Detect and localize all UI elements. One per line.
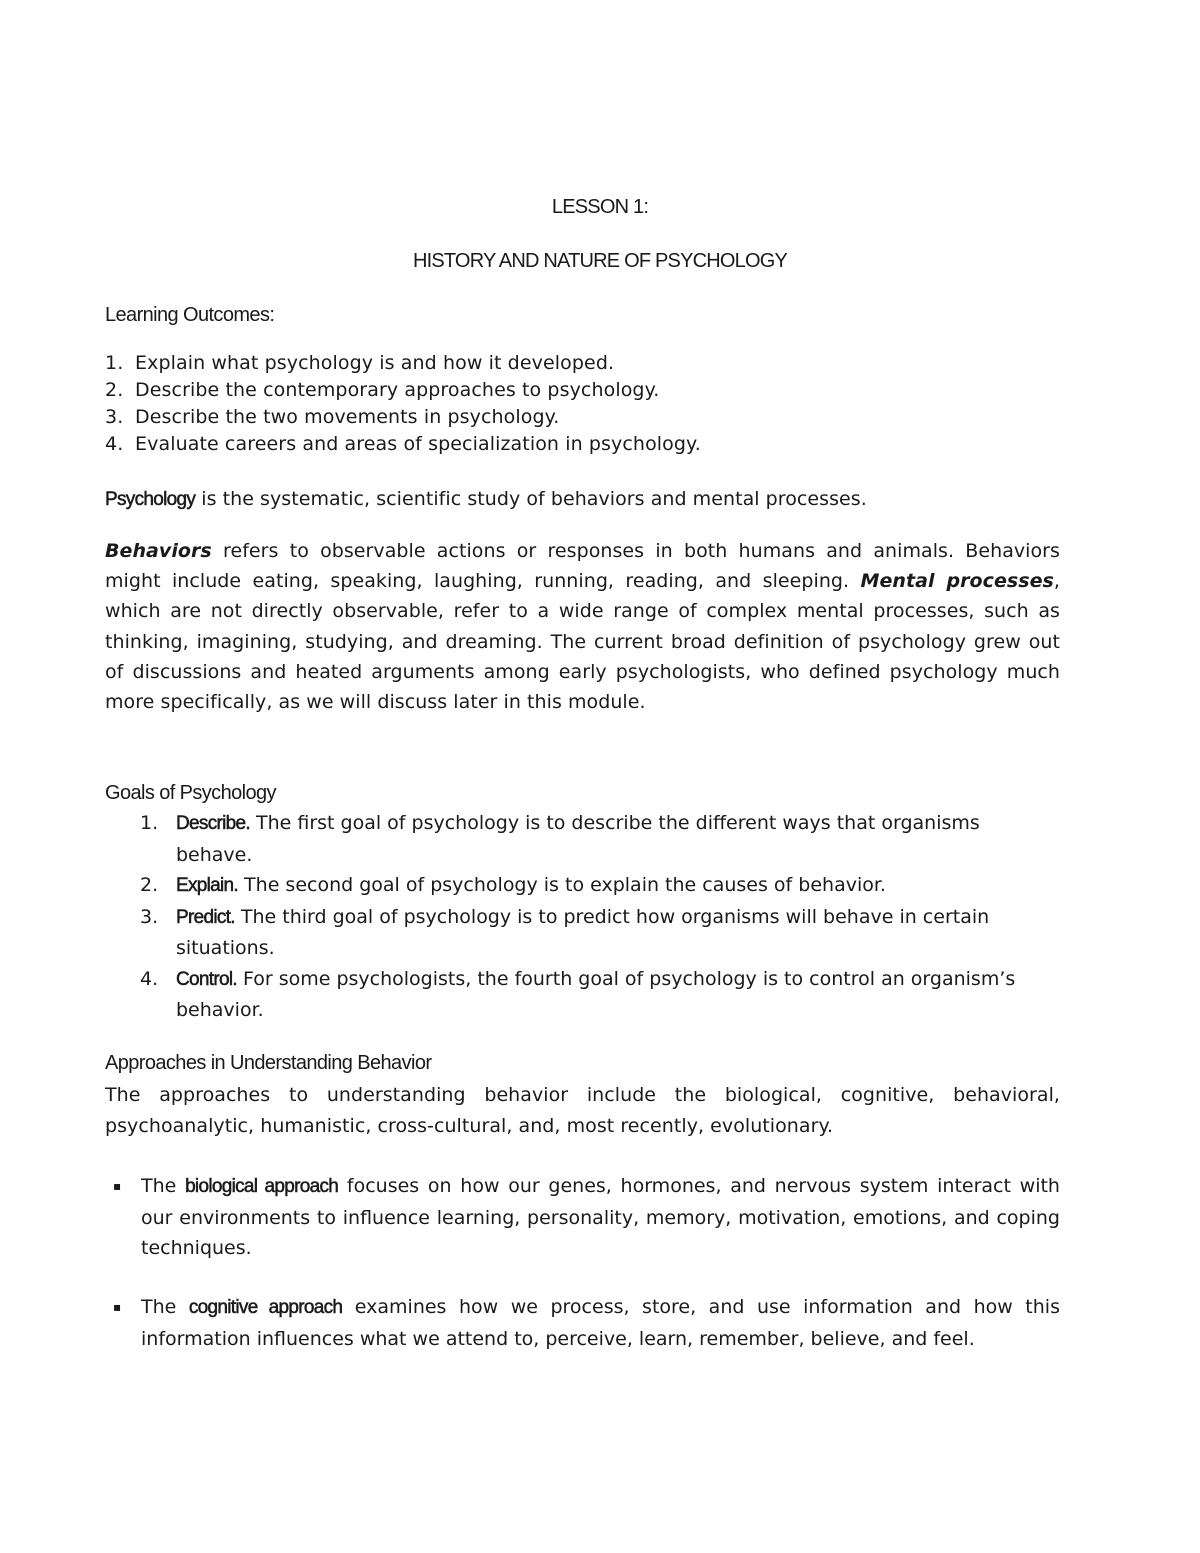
approach-text: focuses on how our genes, hormones, and nervous system interact with our environments to influence learning, personality, memory, motivation, emotions, and coping techniques. [141,1175,1060,1259]
outcome-number: 3. [105,406,124,428]
goal-term: Control. [176,968,237,990]
goal-text: For some psychologists, the fourth goal of psychology is to control an organism’s behavior. [176,967,1016,1021]
goals-list [140,808,1060,1026]
psychology-term: Psychology [105,489,196,510]
goal-item [140,902,1060,964]
behaviors-text: refers to observable actions or responses in both humans and animals. Behaviors might include eating, speaking, laughing, running, reading, and sleeping. [105,540,1060,593]
approach-text-block [141,1292,1060,1354]
outcome-text: Describe the two movements in psychology. [135,406,560,428]
goal-text: The third goal of psychology is to predict how organisms will behave in certain situations. [176,905,990,959]
definition-text: is the systematic, scientific study of behaviors and mental processes. [195,488,867,510]
outcome-number: 4. [105,433,124,455]
goal-item [140,964,1060,1026]
goal-term: Describe. [176,813,250,834]
mental-processes-term: Mental processes [860,570,1054,593]
goal-term: Predict. [176,906,235,928]
approach-text-block [141,1171,1060,1264]
approaches-intro: The approaches to understanding behavior include the biological, cognitive, behavioral, psychoanalytic, humanistic, cross-cultural, and, most recently, evolutionary. [105,1084,1060,1137]
psychology-definition [105,484,1060,515]
outcome-text: Describe the contemporary approaches to psychology. [135,379,660,401]
behaviors-paragraph [105,536,1060,717]
outcome-item [105,406,559,428]
goal-number: 2. [140,874,159,896]
approach-bullet-item [105,1292,1060,1354]
goals-heading: Goals of Psychology [105,782,276,804]
bullet-marker: ▪ [113,1179,122,1193]
learning-outcomes-heading: Learning Outcomes: [105,304,275,326]
goal-item [140,870,1060,902]
approach-pre: The [141,1175,186,1197]
bullet-marker: ▪ [113,1300,122,1314]
approach-term: cognitive approach [188,1297,343,1318]
outcome-text: Explain what psychology is and how it developed. [135,352,615,374]
lesson-label: LESSON 1: [551,196,649,218]
approach-term: biological approach [185,1176,339,1197]
outcome-number: 1. [105,352,124,374]
outcome-number: 2. [105,379,124,401]
goal-text: The second goal of psychology is to explain the causes of behavior. [238,874,886,896]
goal-text: The first goal of psychology is to describe the different ways that organisms behave. [176,812,980,866]
approach-text: examines how we process, store, and use information and how this information influences what we attend to, perceive, learn, remember, believe, and feel. [141,1296,1060,1350]
approach-bullet-item [105,1171,1060,1264]
mental-processes-text: , which are not directly observable, refer to a wide range of complex mental processes, such as thinking, imagining, studying, and dreaming. The current broad definition of psychology grew out of discussions and heated arguments among early psychologists, who defined psychology much more specifically, as we will discuss later in this module. [105,570,1060,714]
goal-number: 4. [140,967,159,990]
outcome-item [105,379,659,401]
outcome-text: Evaluate careers and areas of specialization in psychology. [135,433,701,455]
lesson-title: HISTORY AND NATURE OF PSYCHOLOGY [412,250,788,272]
goal-term: Explain. [176,875,238,896]
approach-pre: The [141,1296,189,1318]
behaviors-term: Behaviors [105,540,212,562]
goal-number: 3. [140,905,159,928]
outcome-item [105,433,701,455]
approaches-heading: Approaches in Understanding Behavior [105,1052,432,1074]
goal-item [140,808,1060,870]
outcome-item [105,352,614,374]
goal-number: 1. [140,812,159,834]
